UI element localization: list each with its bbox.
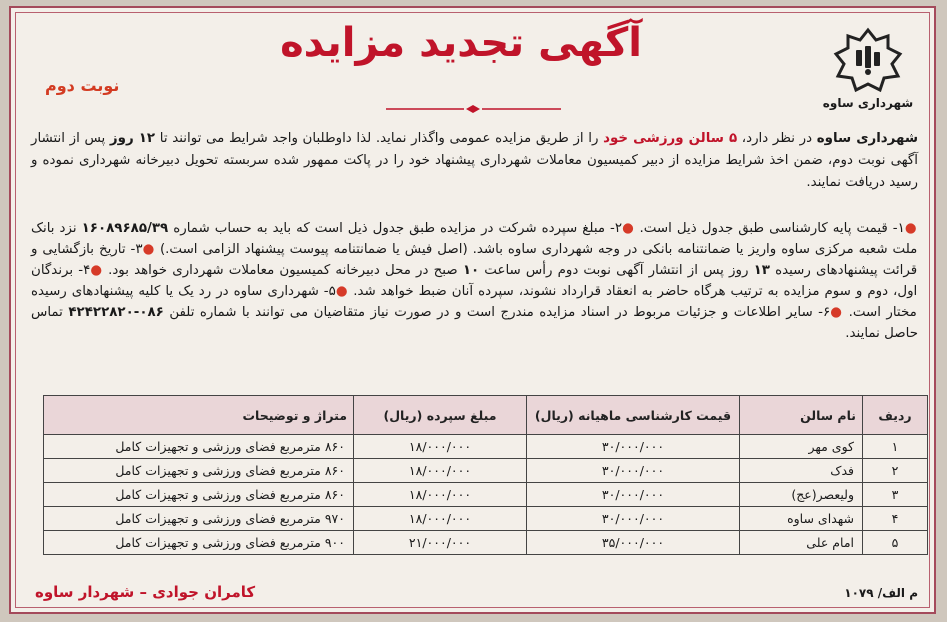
- cell-hall-name: امام علی: [740, 531, 863, 555]
- opening-hour: ۱۰: [462, 263, 480, 278]
- reference-number: م الف/ ۱۰۷۹: [844, 586, 918, 600]
- bullet-icon: ●: [904, 221, 918, 236]
- table-row: [44, 459, 928, 483]
- intro-text-3: پس از انتشار آگهی نوبت دوم، ضمن اخذ شرایط مزایده از دبیر کمیسیون معاملات شهرداری پیشنهاد خود را در پاکت ممهور شده سربسته تحویل دبیرخانه شهرداری نموده و رسید دریافت نمایند.: [31, 131, 918, 190]
- cell-hall-name: فدک: [740, 459, 863, 483]
- bullet-icon: ●: [622, 221, 635, 236]
- cell-appraised-price: ۳۰/۰۰۰/۰۰۰: [527, 459, 740, 483]
- cell-appraised-price: ۳۰/۰۰۰/۰۰۰: [527, 507, 740, 531]
- cell-deposit: ۱۸/۰۰۰/۰۰۰: [354, 507, 527, 531]
- cell-row-number: ۴: [863, 507, 928, 531]
- cell-deposit: ۱۸/۰۰۰/۰۰۰: [354, 459, 527, 483]
- cell-hall-name: شهدای ساوه: [740, 507, 863, 531]
- cell-row-number: ۳: [863, 483, 928, 507]
- col-header-row-number: ردیف: [863, 396, 928, 435]
- cell-appraised-price: ۳۵/۰۰۰/۰۰۰: [527, 531, 740, 555]
- cell-area-description: ۹۰۰ مترمربع فضای ورزشی و تجهیزات کامل: [44, 531, 354, 555]
- intro-org: شهرداری ساوه: [816, 131, 918, 146]
- bullet-icon: ●: [142, 242, 155, 257]
- intro-paragraph: [31, 128, 918, 194]
- bullet-icon: ●: [90, 263, 103, 278]
- table-row: [44, 435, 928, 459]
- col-header-area-description: متراژ و توضیحات: [44, 396, 354, 435]
- col-header-deposit: مبلغ سپرده (ریال): [354, 396, 527, 435]
- col-header-hall-name: نام سالن: [740, 396, 863, 435]
- intro-text-1: در نظر دارد،: [737, 131, 817, 146]
- term-2-text-a: ۲- مبلغ سپرده شرکت در مزایده طبق جدول ذیل است که باید به حساب شماره: [168, 221, 623, 236]
- cell-area-description: ۸۶۰ مترمربع فضای ورزشی و تجهیزات کامل: [44, 435, 354, 459]
- phone-number: ۰۸۶-۴۲۴۲۲۸۲۰: [68, 305, 164, 320]
- table-row: [44, 483, 928, 507]
- table-header-row: [44, 396, 928, 435]
- municipality-emblem-icon: [830, 24, 906, 94]
- halls-table: [43, 395, 928, 555]
- cell-area-description: ۸۶۰ مترمربع فضای ورزشی و تجهیزات کامل: [44, 483, 354, 507]
- term-5: ۵- شهرداری ساوه در رد یک یا کلیه پیشنهادهای رسیده مختار است.: [31, 284, 917, 320]
- term-3-text-b: روز پس از انتشار آگهی نوبت دوم رأس ساعت: [479, 263, 754, 278]
- term-6-text-b: تماس حاصل نمایند.: [31, 305, 918, 341]
- cell-deposit: ۱۸/۰۰۰/۰۰۰: [354, 483, 527, 507]
- term-2-text-b: نزد بانک ملت شعبه مرکزی ساوه واریز یا ضمانتنامه بانکی در وجه شهرداری ساوه باشد. (اصل فیش یا ضمانتنامه پیوست پیشنهاد الزامی است.): [31, 221, 918, 257]
- term-6-text-a: ۶- سایر اطلاعات و جزئیات مربوط در اسناد مزایده مندرج است و در صورت نیاز متقاضیان می توانند با شماره تلفن: [163, 305, 831, 320]
- cell-row-number: ۲: [863, 459, 928, 483]
- term-3-text-a: ۳- تاریخ بازگشایی و قرائت پیشنهادهای رسیده: [31, 242, 918, 278]
- table-row: [44, 531, 928, 555]
- table-row: [44, 507, 928, 531]
- page-title: آگهی تجدید مزایده: [280, 20, 642, 66]
- cell-deposit: ۱۸/۰۰۰/۰۰۰: [354, 435, 527, 459]
- cell-area-description: ۹۷۰ مترمربع فضای ورزشی و تجهیزات کامل: [44, 507, 354, 531]
- cell-appraised-price: ۳۰/۰۰۰/۰۰۰: [527, 435, 740, 459]
- cell-row-number: ۵: [863, 531, 928, 555]
- title-ornament-icon: [386, 104, 561, 114]
- cell-hall-name: کوی مهر: [740, 435, 863, 459]
- cell-row-number: ۱: [863, 435, 928, 459]
- auction-notice: [9, 6, 936, 614]
- intro-text-2: را از طریق مزایده عمومی واگذار نماید. لذا داوطلبان واجد شرایط می توانند تا: [155, 131, 604, 146]
- account-number: ۱۶۰۸۹۶۸۵/۳۹: [81, 221, 169, 236]
- bullet-icon: ●: [335, 284, 349, 299]
- term-4: ۴- برندگان اول، دوم و سوم مزایده به ترتیب هرگاه حاضر به انعقاد قرارداد نشوند، سپرده آنان ضبط خواهد شد.: [31, 263, 918, 299]
- municipality-logo: [822, 24, 914, 110]
- signature: کامران جوادی – شهردار ساوه: [35, 583, 256, 601]
- intro-subject: ۵ سالن ورزشی خود: [603, 131, 738, 146]
- cell-deposit: ۲۱/۰۰۰/۰۰۰: [354, 531, 527, 555]
- opening-days: ۱۳: [753, 263, 770, 278]
- cell-appraised-price: ۳۰/۰۰۰/۰۰۰: [527, 483, 740, 507]
- col-header-appraised-price: قیمت کارشناسی ماهیانه (ریال): [527, 396, 740, 435]
- terms-paragraph: [31, 218, 918, 344]
- intro-deadline: ۱۲ روز: [109, 131, 156, 146]
- bullet-icon: ●: [830, 305, 844, 320]
- cell-hall-name: ولیعصر(عج): [740, 483, 863, 507]
- term-1: ۱- قیمت پایه کارشناسی طبق جدول ذیل است.: [639, 221, 905, 236]
- round-badge: نوبت دوم: [45, 76, 120, 95]
- logo-caption: شهرداری ساوه: [822, 96, 914, 110]
- cell-area-description: ۸۶۰ مترمربع فضای ورزشی و تجهیزات کامل: [44, 459, 354, 483]
- term-3-text-c: صبح در محل دبیرخانه کمیسیون معاملات شهرداری خواهد بود.: [108, 263, 463, 278]
